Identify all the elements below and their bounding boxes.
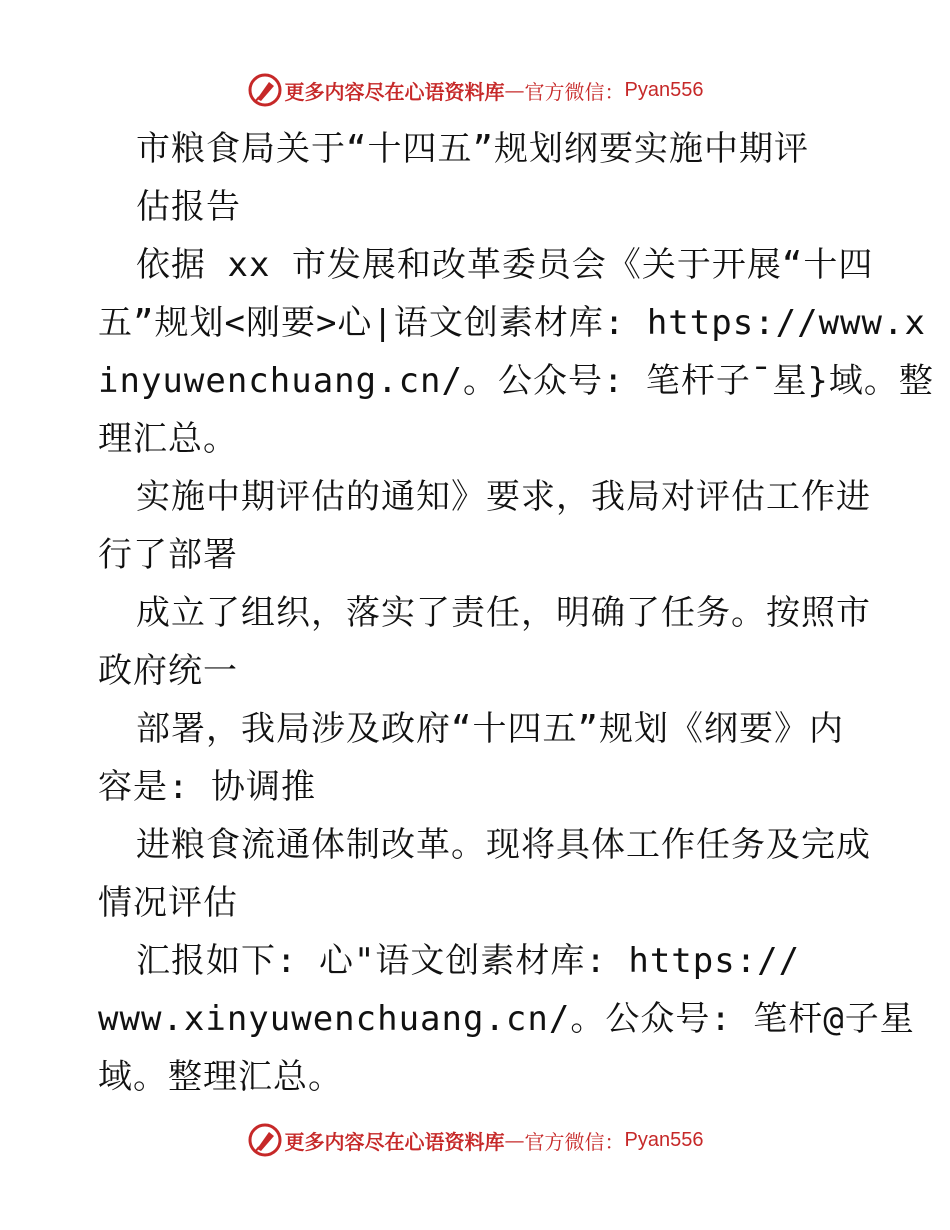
- paragraph-line: 进粮食流通体制改革。现将具体工作任务及完成: [136, 825, 871, 865]
- document-body: [98, 120, 934, 1106]
- banner-main-text: 更多内容尽在心语资料库: [284, 79, 505, 104]
- paragraph-line: 成立了组织，落实了责任，明确了任务。按照市: [136, 593, 871, 633]
- banner-separator: —: [504, 1128, 525, 1152]
- paragraph-line: 政府统一: [98, 651, 238, 691]
- footer-banner: [0, 1120, 950, 1160]
- document-title-line-2: 估报告: [136, 187, 241, 227]
- banner-separator: —: [504, 78, 525, 102]
- banner-wechat-label: 官方微信：: [524, 1129, 625, 1154]
- paragraph-line: 情况评估: [98, 883, 238, 923]
- banner-wechat-id: Pyan556: [624, 78, 704, 101]
- paragraph-line: 域。整理汇总。: [98, 1057, 343, 1097]
- paragraph-line: 容是: 协调推: [98, 767, 316, 807]
- header-banner: [0, 70, 950, 110]
- banner-wechat-label: 官方微信：: [524, 79, 625, 104]
- paragraph-line: 五”规划<刚要>心|语文创素材库: https://www.x: [98, 303, 926, 343]
- paragraph-line: 部署，我局涉及政府“十四五”规划《纲要》内: [136, 709, 844, 749]
- paragraph-line: 行了部署: [98, 535, 238, 575]
- quill-pen-logo-icon: [247, 72, 283, 108]
- quill-pen-logo-icon: [247, 1122, 283, 1158]
- paragraph-line: 汇报如下: 心"语文创素材库: https://: [136, 941, 801, 981]
- document-title-line-1: 市粮食局关于“十四五”规划纲要实施中期评: [136, 129, 809, 169]
- paragraph-line: 依据 xx 市发展和改革委员会《关于开展“十四: [136, 245, 874, 285]
- paragraph-line: 理汇总。: [98, 419, 238, 459]
- paragraph-line: 实施中期评估的通知》要求，我局对评估工作进: [136, 477, 871, 517]
- paragraph-line: www.xinyuwenchuang.cn/。公众号: 笔杆@子星: [98, 999, 915, 1039]
- paragraph-line: inyuwenchuang.cn/。公众号: 笔杆子¯星}域。整: [98, 361, 934, 401]
- banner-wechat-id: Pyan556: [624, 1128, 704, 1151]
- banner-main-text: 更多内容尽在心语资料库: [284, 1129, 505, 1154]
